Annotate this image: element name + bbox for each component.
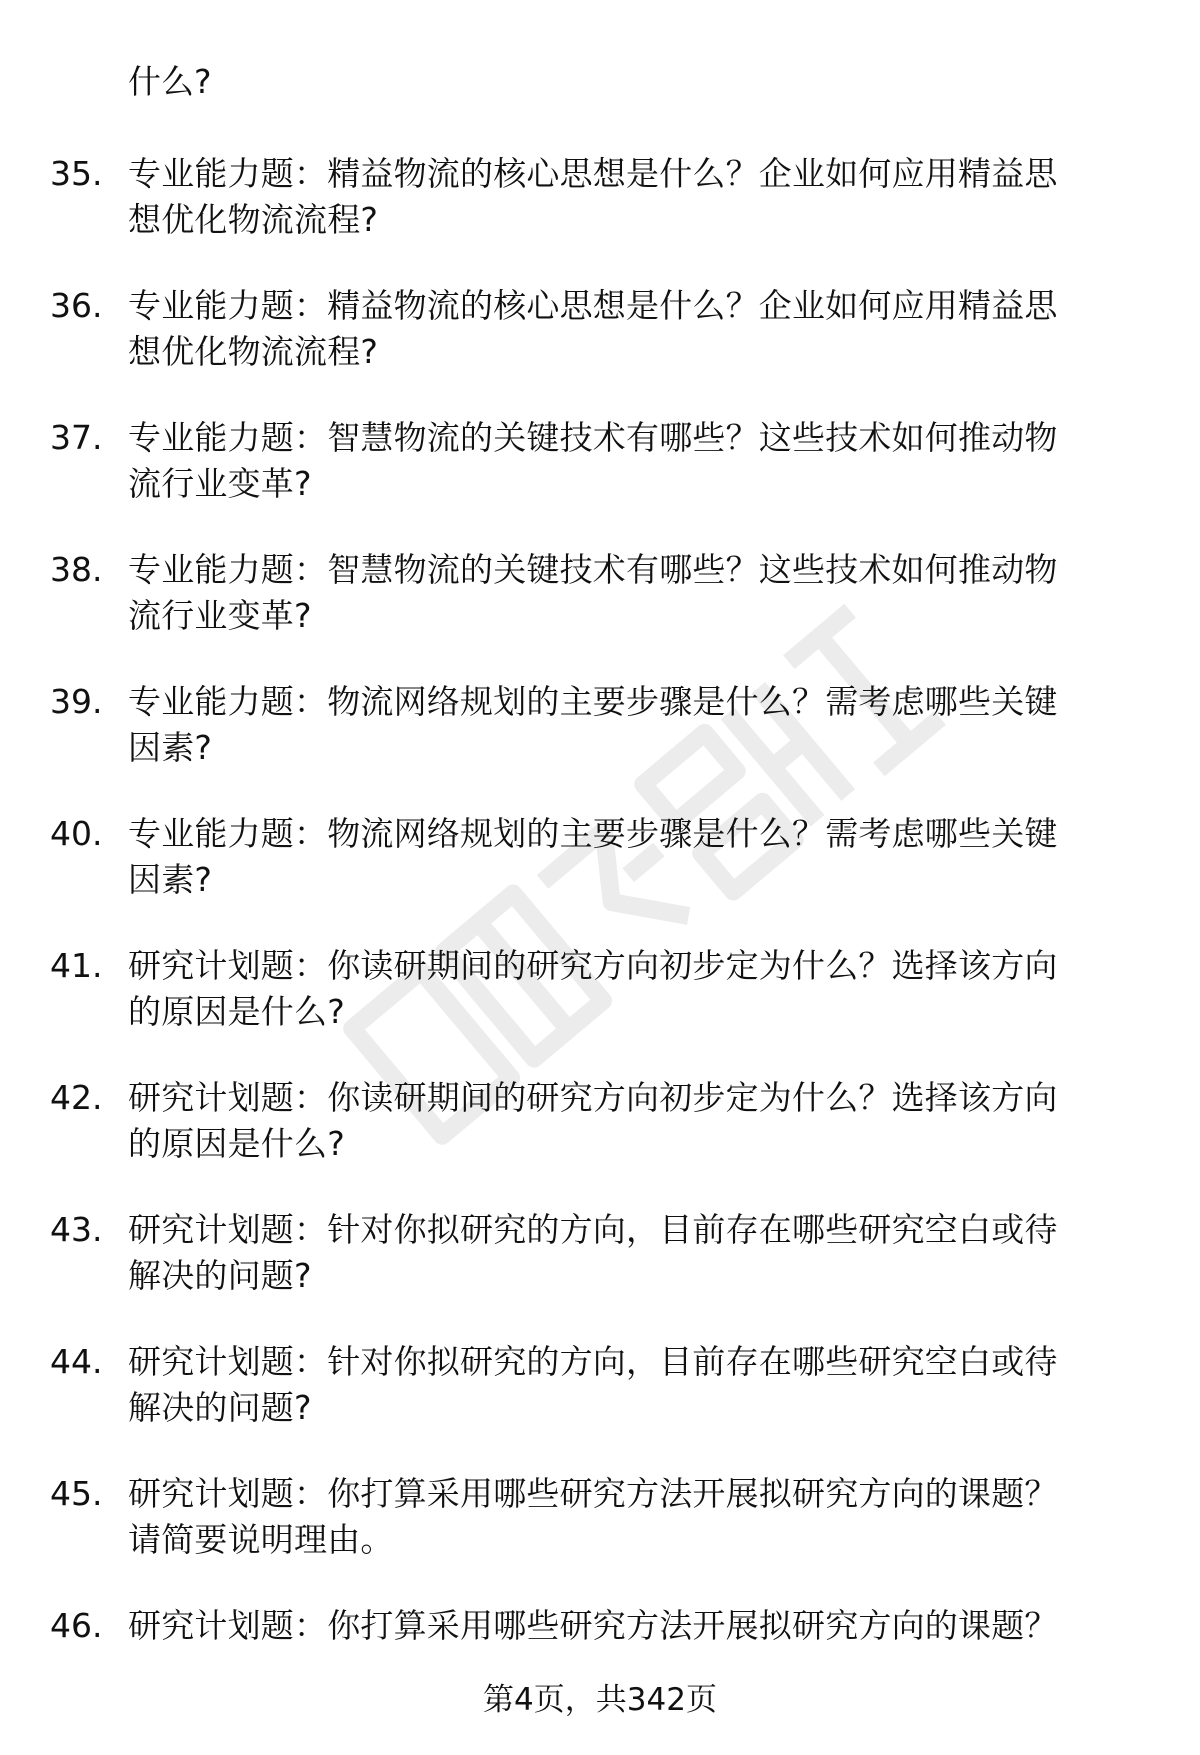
question-text-line: 的原因是什么? bbox=[128, 1124, 345, 1163]
question-text-line: 专业能力题：智慧物流的关键技术有哪些？这些技术如何推动物 bbox=[128, 418, 1058, 457]
question-text-line: 解决的问题? bbox=[128, 1388, 312, 1427]
question-number: 44. bbox=[50, 1342, 103, 1381]
question-number: 41. bbox=[50, 946, 103, 985]
question-number: 36. bbox=[50, 286, 103, 325]
question-text-line: 研究计划题：你读研期间的研究方向初步定为什么？选择该方向 bbox=[128, 946, 1058, 985]
question-number: 39. bbox=[50, 682, 103, 721]
question-item bbox=[0, 1470, 1200, 1602]
continued-question-tail: 什么? bbox=[128, 62, 212, 101]
question-text-line: 想优化物流流程? bbox=[128, 200, 379, 239]
question-item bbox=[0, 150, 1200, 282]
question-number: 37. bbox=[50, 418, 103, 457]
question-number: 42. bbox=[50, 1078, 103, 1117]
question-item bbox=[0, 810, 1200, 942]
question-text-line: 流行业变革? bbox=[128, 464, 312, 503]
question-number: 40. bbox=[50, 814, 103, 853]
question-text-line: 的原因是什么? bbox=[128, 992, 345, 1031]
question-text-line: 请简要说明理由。 bbox=[128, 1520, 394, 1559]
question-text-line: 解决的问题? bbox=[128, 1256, 312, 1295]
question-item bbox=[0, 1074, 1200, 1206]
question-text-line: 研究计划题：你读研期间的研究方向初步定为什么？选择该方向 bbox=[128, 1078, 1058, 1117]
question-number: 35. bbox=[50, 154, 103, 193]
question-number: 38. bbox=[50, 550, 103, 589]
question-text-line: 研究计划题：你打算采用哪些研究方法开展拟研究方向的课题？ bbox=[128, 1606, 1058, 1645]
question-text-line: 专业能力题：物流网络规划的主要步骤是什么？需考虑哪些关键 bbox=[128, 814, 1058, 853]
question-item bbox=[0, 546, 1200, 678]
question-text-line: 专业能力题：精益物流的核心思想是什么？企业如何应用精益思 bbox=[128, 286, 1058, 325]
question-number: 46. bbox=[50, 1606, 103, 1645]
question-item bbox=[0, 678, 1200, 810]
question-item bbox=[0, 942, 1200, 1074]
question-number: 45. bbox=[50, 1474, 103, 1513]
question-item bbox=[0, 1338, 1200, 1470]
question-text-line: 研究计划题：你打算采用哪些研究方法开展拟研究方向的课题？ bbox=[128, 1474, 1058, 1513]
question-number: 43. bbox=[50, 1210, 103, 1249]
question-text-line: 因素? bbox=[128, 728, 213, 767]
question-text-line: 流行业变革? bbox=[128, 596, 312, 635]
question-text-line: 专业能力题：智慧物流的关键技术有哪些？这些技术如何推动物 bbox=[128, 550, 1058, 589]
question-text-line: 研究计划题：针对你拟研究的方向，目前存在哪些研究空白或待 bbox=[128, 1342, 1058, 1381]
page-footer: 第4页，共342页 bbox=[483, 1682, 717, 1718]
question-text-line: 研究计划题：针对你拟研究的方向，目前存在哪些研究空白或待 bbox=[128, 1210, 1058, 1249]
question-item bbox=[0, 282, 1200, 414]
question-text-line: 想优化物流流程? bbox=[128, 332, 379, 371]
question-item bbox=[0, 1206, 1200, 1338]
question-list bbox=[0, 150, 1200, 1734]
question-text-line: 因素? bbox=[128, 860, 213, 899]
question-item bbox=[0, 414, 1200, 546]
question-text-line: 专业能力题：精益物流的核心思想是什么？企业如何应用精益思 bbox=[128, 154, 1058, 193]
question-text-line: 专业能力题：物流网络规划的主要步骤是什么？需考虑哪些关键 bbox=[128, 682, 1058, 721]
